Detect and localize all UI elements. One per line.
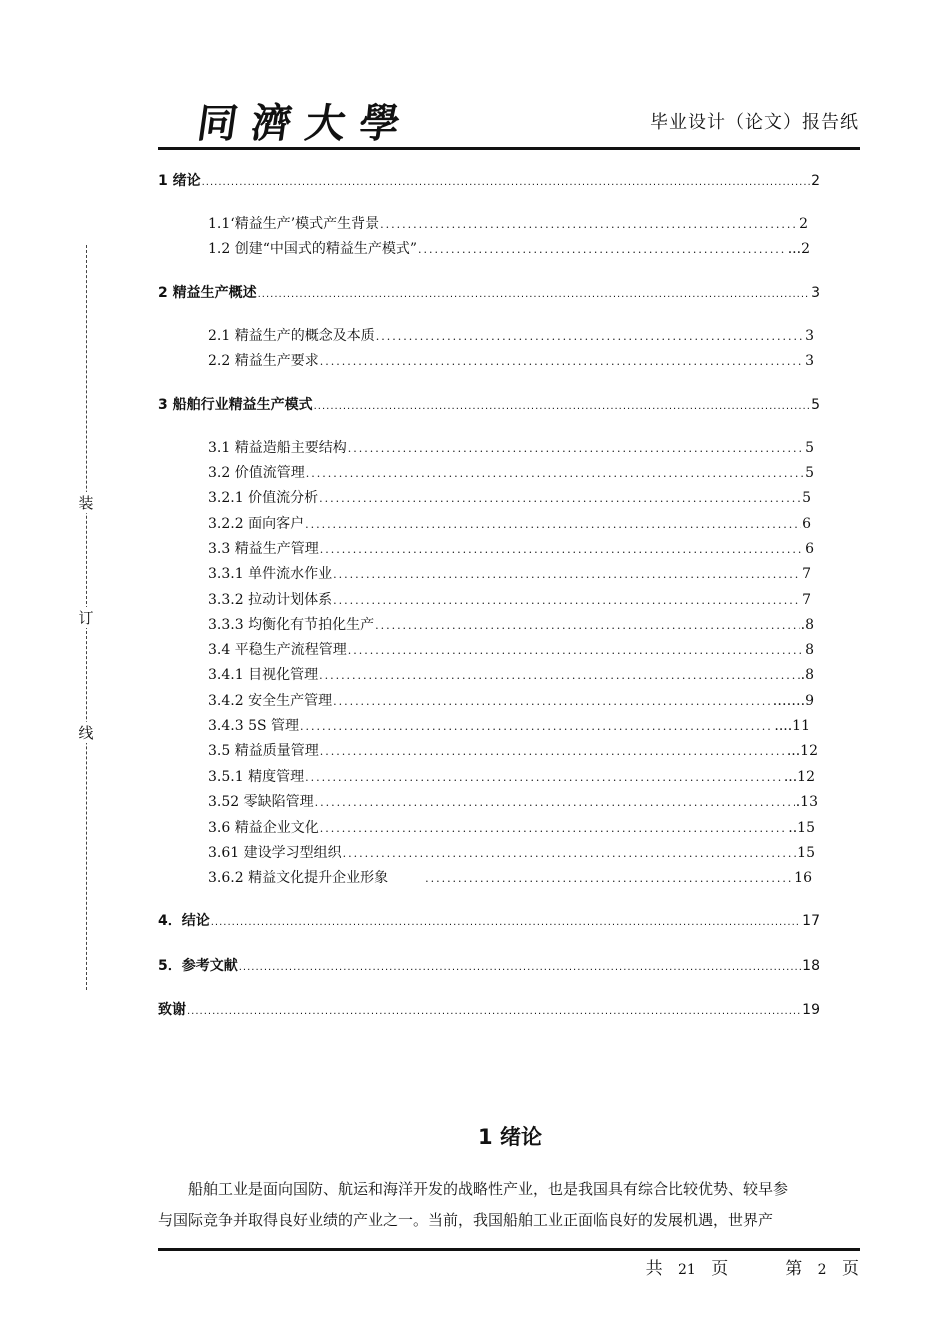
- header-rule: [158, 147, 860, 150]
- toc-leader: [320, 355, 804, 368]
- binding-char-xian: 线: [76, 722, 96, 743]
- total-pages: 21: [678, 1262, 696, 1278]
- toc-entry-3-6[interactable]: [208, 817, 815, 837]
- toc-entry-3-6-1[interactable]: [208, 842, 815, 862]
- toc-entry-page: 15: [797, 845, 815, 861]
- toc-entry-3-2[interactable]: [208, 462, 814, 482]
- toc-leader: [258, 289, 810, 300]
- toc-entry-3-4-3[interactable]: [208, 715, 810, 735]
- toc-entry-page: ....11: [774, 718, 810, 734]
- toc-entry-title: 3 船舶行业精益生产模式: [158, 397, 313, 413]
- toc-entry-title: 1 绪论: [158, 173, 201, 189]
- toc-entry-3-2-2[interactable]: [208, 513, 811, 533]
- toc-entry-title: 3.52 零缺陷管理: [208, 794, 314, 810]
- toc-leader: [320, 822, 788, 835]
- toc-entry-page: 3: [811, 285, 820, 301]
- section-title: 1 绪论: [478, 1125, 542, 1149]
- toc-entry-page: …….9: [772, 693, 814, 709]
- toc-entry-title: 2.2 精益生产要求: [208, 353, 319, 369]
- toc-leader: [319, 492, 801, 505]
- toc-leader: [333, 695, 772, 708]
- toc-entry-1[interactable]: [158, 170, 820, 190]
- toc-entry-page: 5: [805, 440, 814, 456]
- toc-entry-title: 3.3 精益生产管理: [208, 541, 319, 557]
- toc-leader: [187, 1006, 801, 1017]
- toc-entry-3-1[interactable]: [208, 437, 814, 457]
- toc-entry-page: 3: [805, 328, 814, 344]
- toc-entry-2-2[interactable]: [208, 350, 814, 370]
- toc-entry-page: 7: [802, 592, 811, 608]
- footer-rule: [158, 1248, 860, 1251]
- page-counter: [646, 1254, 859, 1279]
- binding-char-ding: 订: [76, 607, 96, 628]
- toc-entry-title: 致谢: [158, 1002, 186, 1018]
- toc-leader: [348, 644, 804, 657]
- toc-leader: [320, 543, 804, 556]
- university-logo: 同濟大學: [194, 100, 417, 147]
- toc-leader: [306, 467, 804, 480]
- toc-leader: [305, 518, 801, 531]
- toc-entry-3-4[interactable]: [208, 639, 814, 659]
- toc-entry-title: 3.61 建设学习型组织: [208, 845, 342, 861]
- toc-entry-title: 1.2 创建“中国式的精益生产模式”: [208, 241, 418, 257]
- toc-entry-3-3-1[interactable]: [208, 563, 811, 583]
- toc-entry-title: 3.6 精益企业文化: [208, 820, 319, 836]
- toc-entry-3-3-3[interactable]: [208, 614, 814, 634]
- toc-entry-title: 3.2.2 面向客户: [208, 516, 305, 532]
- toc-entry-page: 5: [805, 465, 814, 481]
- toc-entry-page: 5: [811, 397, 820, 413]
- current-page: 2: [817, 1262, 827, 1278]
- toc-entry-3-4-1[interactable]: [208, 664, 814, 684]
- current-suffix: 页: [842, 1259, 859, 1279]
- toc-entry-page: 2: [811, 173, 820, 189]
- toc-leader: [314, 401, 810, 412]
- toc-entry-page: ...12: [783, 769, 815, 785]
- toc-leader: [333, 594, 801, 607]
- toc-entry-3-5-1[interactable]: [208, 766, 815, 786]
- toc-entry-1-2[interactable]: [208, 238, 810, 258]
- toc-leader: [375, 619, 800, 632]
- toc-leader: [315, 796, 795, 809]
- toc-entry-page: 18: [802, 958, 820, 974]
- toc-entry-page: ...12: [786, 743, 818, 759]
- toc-entry-page: 6: [805, 541, 814, 557]
- toc-entry-page: .13: [795, 794, 818, 810]
- toc-entry-title: 3.4.2 安全生产管理: [208, 693, 333, 709]
- toc-entry-title: 3.2 价值流管理: [208, 465, 305, 481]
- toc-leader: [319, 669, 800, 682]
- toc-entry-page: 3: [805, 353, 814, 369]
- toc-leader: [380, 218, 798, 231]
- toc-entry-page: .8: [800, 667, 814, 683]
- toc-entry-title: 2.1 精益生产的概念及本质: [208, 328, 375, 344]
- toc-leader: [202, 177, 810, 188]
- toc-leader: [239, 962, 801, 973]
- toc-entry-3-3[interactable]: [208, 538, 814, 558]
- toc-entry-title: 3.2.1 价值流分析: [208, 490, 319, 506]
- toc-entry-5[interactable]: [158, 955, 820, 975]
- toc-entry-4[interactable]: [158, 910, 820, 930]
- toc-entry-3-4-2[interactable]: [208, 690, 814, 710]
- toc-entry-page: 16: [794, 870, 812, 886]
- toc-entry-title: 3.3.1 单件流水作业: [208, 566, 333, 582]
- toc-entry-3-6-2[interactable]: [208, 867, 812, 887]
- toc-entry-page: 2: [799, 216, 808, 232]
- total-suffix: 页: [711, 1259, 729, 1279]
- toc-entry-page: ..15: [788, 820, 815, 836]
- toc-entry-page: ...2: [787, 241, 810, 257]
- toc-entry-page: 5: [802, 490, 811, 506]
- toc-leader: [376, 330, 804, 343]
- body-paragraph-line-2: 与国际竞争并取得良好业绩的产业之一。当前，我国船舶工业正面临良好的发展机遇，世界产: [158, 1211, 774, 1229]
- toc-entry-title: 3.1 精益造船主要结构: [208, 440, 347, 456]
- toc-entry-2[interactable]: [158, 282, 820, 302]
- toc-leader: [305, 771, 783, 784]
- toc-leader: [343, 847, 797, 860]
- toc-leader: [348, 442, 804, 455]
- toc-entry-title: 3.5.1 精度管理: [208, 769, 305, 785]
- toc-entry-3-3-2[interactable]: [208, 589, 811, 609]
- toc-entry-title: 3.5 精益质量管理: [208, 743, 319, 759]
- toc-entry-title: 1.1‘精益生产’模式产生背景: [208, 216, 380, 232]
- toc-entry-page: 17: [802, 913, 820, 929]
- toc-entry-3-5[interactable]: [208, 740, 818, 760]
- toc-entry-3-2-1[interactable]: [208, 487, 811, 507]
- toc-entry-page: 19: [802, 1002, 820, 1018]
- toc-entry-page: .8: [800, 617, 814, 633]
- toc-entry-3-5-2[interactable]: [208, 791, 818, 811]
- toc-leader: [300, 720, 773, 733]
- toc-entry-title: 3.4.3 5S 管理: [208, 718, 300, 734]
- current-prefix: 第: [785, 1259, 803, 1279]
- body-paragraph-line-1: 船舶工业是面向国防、航运和海洋开发的战略性产业，也是我国具有综合比较优势、较早参: [188, 1180, 789, 1198]
- binding-char-zhuang: 装: [76, 492, 96, 513]
- toc-leader: [418, 243, 787, 256]
- toc-entry-acknowledgement[interactable]: [158, 999, 820, 1019]
- toc-entry-3[interactable]: [158, 394, 820, 414]
- toc-entry-title: 3.6.2 精益文化提升企业形象: [208, 870, 389, 886]
- toc-entry-title: 5．参考文献: [158, 958, 238, 974]
- toc-entry-title: 3.3.2 拉动计划体系: [208, 592, 333, 608]
- toc-entry-page: 8: [805, 642, 814, 658]
- total-prefix: 共: [645, 1259, 663, 1279]
- toc-entry-2-1[interactable]: [208, 325, 814, 345]
- toc-leader: [211, 917, 801, 928]
- toc-leader: [320, 745, 786, 758]
- doc-type-label: 毕业设计（论文）报告纸: [650, 112, 859, 133]
- toc-leader: [425, 872, 793, 885]
- toc-entry-1-1[interactable]: [208, 213, 808, 233]
- toc-entry-page: 7: [802, 566, 811, 582]
- toc-entry-title: 4．结论: [158, 913, 210, 929]
- toc-entry-title: 3.4.1 目视化管理: [208, 667, 319, 683]
- toc-leader: [333, 568, 801, 581]
- toc-entry-page: 6: [802, 516, 811, 532]
- toc-entry-title: 3.4 平稳生产流程管理: [208, 642, 347, 658]
- toc-entry-title: 2 精益生产概述: [158, 285, 257, 301]
- toc-entry-title: 3.3.3 均衡化有节拍化生产: [208, 617, 375, 633]
